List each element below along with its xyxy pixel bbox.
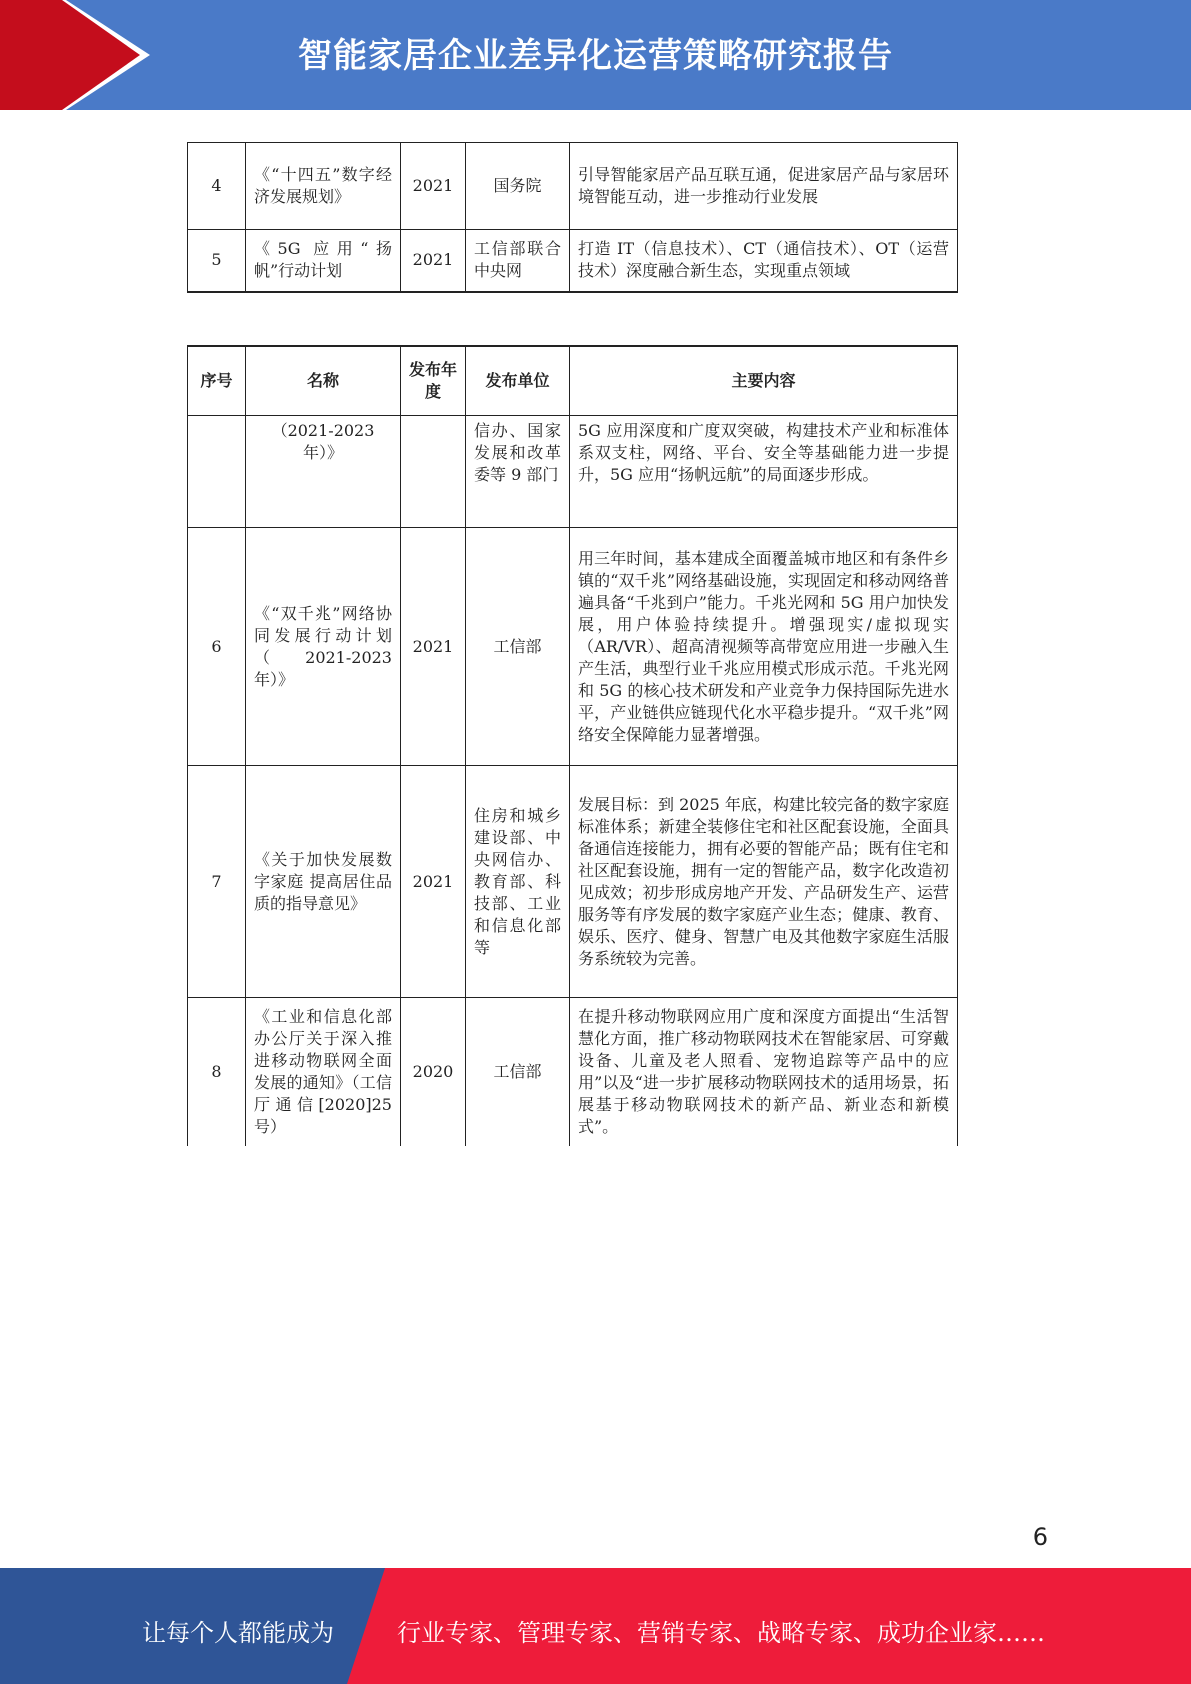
cell-name: 《“十四五”数字经济发展规划》: [246, 143, 401, 230]
table-row: [188, 528, 958, 766]
cell-name: 《“双千兆”网络协同发展行动计划（2021-2023 年）》: [246, 528, 401, 766]
header-no: 序号: [188, 346, 246, 416]
cell-year: 2021: [401, 766, 466, 998]
cell-year: 2021: [401, 143, 466, 230]
footer-slogan-left: 让每个人都能成为: [142, 1619, 334, 1647]
cell-no: 4: [188, 143, 246, 230]
cell-unit: 住房和城乡建设部、中央网信办、教育部、科技部、工业和信息化部等: [466, 766, 570, 998]
table-row: [188, 143, 958, 230]
page-number: 6: [1032, 1523, 1048, 1551]
cell-no: 7: [188, 766, 246, 998]
header-unit: 发布单位: [466, 346, 570, 416]
report-title: 智能家居企业差异化运营策略研究报告: [298, 36, 893, 76]
footer-slogan-right: 行业专家、管理专家、营销专家、战略专家、成功企业家……: [397, 1619, 1045, 1647]
cell-name: （2021-2023 年）》: [246, 416, 401, 528]
table-row: [188, 766, 958, 998]
policy-table-continued: [187, 142, 958, 293]
cell-no: 8: [188, 998, 246, 1146]
cell-unit: 国务院: [466, 143, 570, 230]
cell-no: [188, 416, 246, 528]
table-row: [188, 998, 958, 1146]
policy-table: [187, 345, 958, 1146]
cell-content: 在提升移动物联网应用广度和深度方面提出“生活智慧化方面，推广移动物联网技术在智能家居、可穿戴设备、儿童及老人照看、宠物追踪等产品中的应用”以及“进一步扩展移动物联网技术的适用场景，拓展基于移动物联网技术的新产品、新业态和新模式”。: [570, 998, 958, 1146]
cell-no: 5: [188, 230, 246, 292]
cell-content: 5G 应用深度和广度双突破，构建技术产业和标准体系双支柱，网络、平台、安全等基础能力进一步提升，5G 应用“扬帆远航”的局面逐步形成。: [570, 416, 958, 528]
cell-name: 《工业和信息化部办公厅关于深入推进移动物联网全面发展的通知》（工信厅通信[2020]25 号）: [246, 998, 401, 1146]
table-row: [188, 230, 958, 292]
header-year: 发布年度: [401, 346, 466, 416]
cell-unit: 工信部: [466, 998, 570, 1146]
cell-year: 2021: [401, 230, 466, 292]
cell-year: 2020: [401, 998, 466, 1146]
cell-name: 《5G 应用“扬帆”行动计划: [246, 230, 401, 292]
header-content: 主要内容: [570, 346, 958, 416]
cell-unit: 信办、国家发展和改革委等 9 部门: [466, 416, 570, 528]
cell-content: 发展目标：到 2025 年底，构建比较完备的数字家庭标准体系；新建全装修住宅和社区配套设施，全面具备通信连接能力，拥有必要的智能产品；既有住宅和社区配套设施，拥有一定的智能产品，数字化改造初见成效；初步形成房地产开发、产品研发生产、运营服务等有序发展的数字家庭产业生态；健康、教育、娱乐、医疗、健身、智慧广电及其他数字家庭生活服务系统较为完善。: [570, 766, 958, 998]
page-header: [0, 0, 1191, 110]
table-row: [188, 416, 958, 528]
cell-unit: 工信部联合中央网: [466, 230, 570, 292]
page-footer: [0, 1568, 1191, 1684]
header-name: 名称: [246, 346, 401, 416]
cell-unit: 工信部: [466, 528, 570, 766]
cell-year: 2021: [401, 528, 466, 766]
cell-year: [401, 416, 466, 528]
cell-no: 6: [188, 528, 246, 766]
cell-name: 《关于加快发展数字家庭 提高居住品质的指导意见》: [246, 766, 401, 998]
cell-content: 引导智能家居产品互联互通，促进家居产品与家居环境智能互动，进一步推动行业发展: [570, 143, 958, 230]
cell-content: 打造 IT（信息技术）、CT（通信技术）、OT（运营技术）深度融合新生态，实现重点领域: [570, 230, 958, 292]
table-header-row: [188, 346, 958, 416]
cell-content: 用三年时间，基本建成全面覆盖城市地区和有条件乡镇的“双千兆”网络基础设施，实现固定和移动网络普遍具备“千兆到户”能力。千兆光网和 5G 用户加快发展，用户体验持续提升。增强现实/虚拟现实（AR/VR）、超高清视频等高带宽应用进一步融入生产生活，典型行业千兆应用模式形成示范。千兆光网和 5G 的核心技术研发和产业竞争力保持国际先进水平，产业链供应链现代化水平稳步提升。“双千兆”网络安全保障能力显著增强。: [570, 528, 958, 766]
